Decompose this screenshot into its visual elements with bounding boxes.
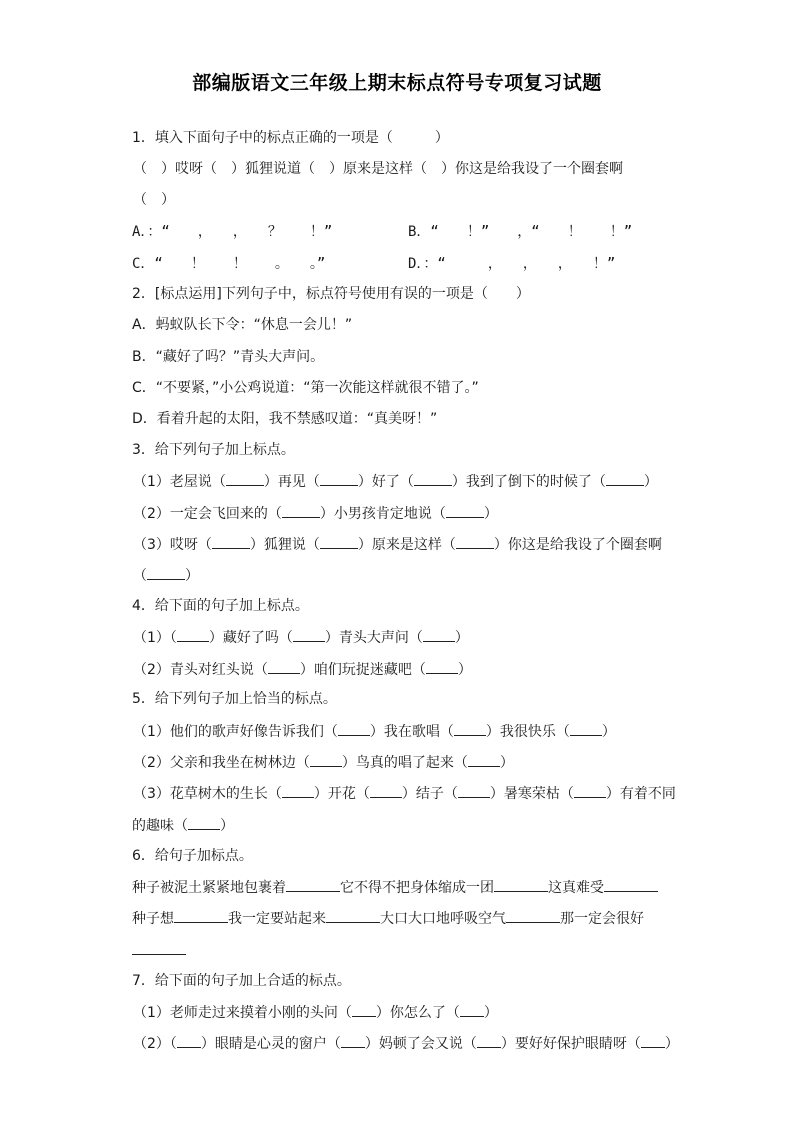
text-segment: ）原来是这样（ [357,537,456,553]
answer-blank[interactable] [641,1033,665,1048]
text-segment: （ [169,1036,177,1052]
text-segment: ）你这是给我设了个圈套啊 [493,537,662,553]
question-5-item-3 [133,783,676,804]
question-5-item-1 [133,721,616,742]
text-segment: ） [499,755,514,771]
text-segment: ）好了（ [357,474,414,490]
text-segment: 老屋说（ [169,474,226,490]
question-6-line-2 [132,908,644,929]
question-5-stem: 5．给下列句子加上恰当的标点。 [132,691,337,707]
answer-blank[interactable] [282,783,314,798]
question-1-option-c[interactable]: C．“ ！ ！ 。 。” [132,256,326,272]
answer-blank[interactable] [132,940,186,955]
text-segment: ）要好好保护眼睛呀（ [500,1036,641,1052]
question-3-item-2 [133,503,498,524]
question-3-item-1 [133,471,658,492]
item-label: （3） [133,786,170,802]
answer-blank[interactable] [454,721,486,736]
answer-blank[interactable] [468,752,500,767]
text-segment: ）你怎么了（ [375,1005,460,1021]
answer-blank[interactable] [494,877,548,892]
question-1-stem: 1．填入下面句子中的标点正确的一项是（ ） [132,130,449,146]
text-segment: 它不得不把身体缩成一团 [340,880,494,896]
answer-blank[interactable] [212,534,250,549]
text-segment: ）有着不同 [605,786,676,802]
answer-blank[interactable] [226,471,264,486]
answer-blank[interactable] [604,877,658,892]
text-segment: ） [643,474,658,490]
text-segment: （ [133,568,147,584]
question-2-option-d[interactable]: D．看着升起的太阳，我不禁感叹道：“真美呀！” [132,411,438,427]
text-segment: 这真难受 [548,880,604,896]
item-label: （1） [133,1005,170,1021]
text-segment: ）咱们玩捉迷藏吧（ [299,662,426,678]
answer-blank[interactable] [574,783,606,798]
question-5-item-2 [133,752,514,773]
text-segment: 那一定会很好 [560,911,644,927]
text-segment: 我一定要站起来 [228,911,326,927]
answer-blank[interactable] [458,783,490,798]
answer-blank[interactable] [268,659,300,674]
text-segment: ） [454,630,469,646]
question-1-option-d[interactable]: D．：“ ， ， ， ！” [408,256,616,272]
item-label: （3） [133,537,170,553]
question-1-sentence-line2: （ ） [133,192,175,208]
answer-blank[interactable] [341,1033,365,1048]
text-segment: ）我很快乐（ [485,724,570,740]
text-segment: ）鸟真的唱了起来（ [341,755,468,771]
answer-blank[interactable] [293,627,325,642]
answer-blank[interactable] [570,721,602,736]
text-segment: ）我到了倒下的时候了（ [451,474,606,490]
text-segment: ）藏好了吗（ [208,630,293,646]
text-segment: 一定会飞回来的（ [169,506,282,522]
text-segment: （ [169,630,177,646]
text-segment: 大口大口地呼吸空气 [380,911,506,927]
text-segment: 他们的歌声好像告诉我们（ [169,724,338,740]
text-segment: ）眼睛是心灵的窗户（ [200,1036,341,1052]
answer-blank[interactable] [460,1002,484,1017]
answer-blank[interactable] [286,877,340,892]
text-segment: ） [220,818,234,834]
question-6-stem: 6．给句子加标点。 [132,848,253,864]
question-2-option-b[interactable]: B．“藏好了吗？”青头大声问。 [132,349,325,365]
answer-blank[interactable] [147,565,185,580]
text-segment: ）青头大声问（ [324,630,423,646]
text-segment: 种子被泥土紧紧地包裹着 [132,880,286,896]
item-label: （2） [133,506,170,522]
text-segment: ） [457,662,472,678]
answer-blank[interactable] [506,908,560,923]
answer-blank[interactable] [338,721,370,736]
text-segment: ） [664,1036,679,1052]
question-1-option-b[interactable]: B．“ ！” ，“ ！ ！” [408,224,633,240]
question-3-stem: 3．给下列句子加上标点。 [132,442,295,458]
answer-blank[interactable] [606,471,644,486]
answer-blank[interactable] [352,1002,376,1017]
answer-blank[interactable] [310,752,342,767]
answer-blank[interactable] [174,908,228,923]
document-title: 部编版语文三年级上期末标点符号专项复习试题 [192,72,602,94]
item-label: （2） [133,662,170,678]
question-6-line-3 [132,940,186,961]
text-segment: 种子想 [132,911,174,927]
question-4-stem: 4．给下面的句子加上标点。 [132,598,309,614]
answer-blank[interactable] [446,503,484,518]
text-segment: 青头对红头说（ [169,662,268,678]
text-segment: ）小男孩肯定地说（ [319,506,446,522]
text-segment: ）暑寒荣枯（ [489,786,574,802]
question-6-line-1 [132,877,658,898]
text-segment: ） [483,1005,498,1021]
answer-blank[interactable] [370,783,402,798]
answer-blank[interactable] [177,1033,201,1048]
item-label: （1） [133,724,170,740]
question-2-option-c[interactable]: C．“不要紧，”小公鸡说道：“第一次能这样就很不错了。” [132,380,479,396]
answer-blank[interactable] [414,471,452,486]
question-3-item-3 [133,534,662,555]
question-5-item-3-cont [132,815,234,836]
question-2-stem: 2．[标点运用]下列句子中，标点符号使用有误的一项是（ ） [132,286,530,302]
answer-blank[interactable] [477,1033,501,1048]
text-segment: 哎呀（ [169,537,212,553]
question-1-sentence-line1: （ ）哎呀（ ）狐狸说道（ ）原来是这样（ ）你这是给我设了一个圈套啊 [133,161,623,177]
item-label: （1） [133,630,170,646]
question-7-stem: 7．给下面的句子加上合适的标点。 [132,973,351,989]
answer-blank[interactable] [282,503,320,518]
question-2-option-a[interactable]: A．蚂蚁队长下令：“休息一会儿！” [132,317,353,333]
item-label: （2） [133,755,170,771]
answer-blank[interactable] [326,908,380,923]
text-segment: 花草树木的生长（ [169,786,282,802]
answer-blank[interactable] [426,659,458,674]
text-segment: ）我在歌唱（ [369,724,454,740]
question-7-item-2 [133,1033,679,1054]
text-segment: 的趣味（ [132,818,188,834]
text-segment: ） [185,568,199,584]
text-segment: ） [483,506,498,522]
question-4-item-2 [133,659,472,680]
text-segment: ）妈顿了会又说（ [364,1036,477,1052]
answer-blank[interactable] [456,534,494,549]
text-segment: 老师走过来摸着小刚的头问（ [169,1005,352,1021]
answer-blank[interactable] [188,815,220,830]
text-segment: 父亲和我坐在树林边（ [169,755,310,771]
item-label: （2） [133,1036,170,1052]
question-4-item-1 [133,627,469,648]
answer-blank[interactable] [320,471,358,486]
answer-blank[interactable] [423,627,455,642]
answer-blank[interactable] [320,534,358,549]
answer-blank[interactable] [177,627,209,642]
question-3-item-3-cont [133,565,199,586]
text-segment: ） [601,724,616,740]
question-7-item-1 [133,1002,498,1023]
text-segment: ）结子（ [401,786,458,802]
text-segment: ）再见（ [263,474,320,490]
question-1-option-a[interactable]: A．：“ ， ， ？ ！” [132,224,333,240]
text-segment: ）开花（ [313,786,370,802]
text-segment: ）狐狸说（ [249,537,320,553]
item-label: （1） [133,474,170,490]
